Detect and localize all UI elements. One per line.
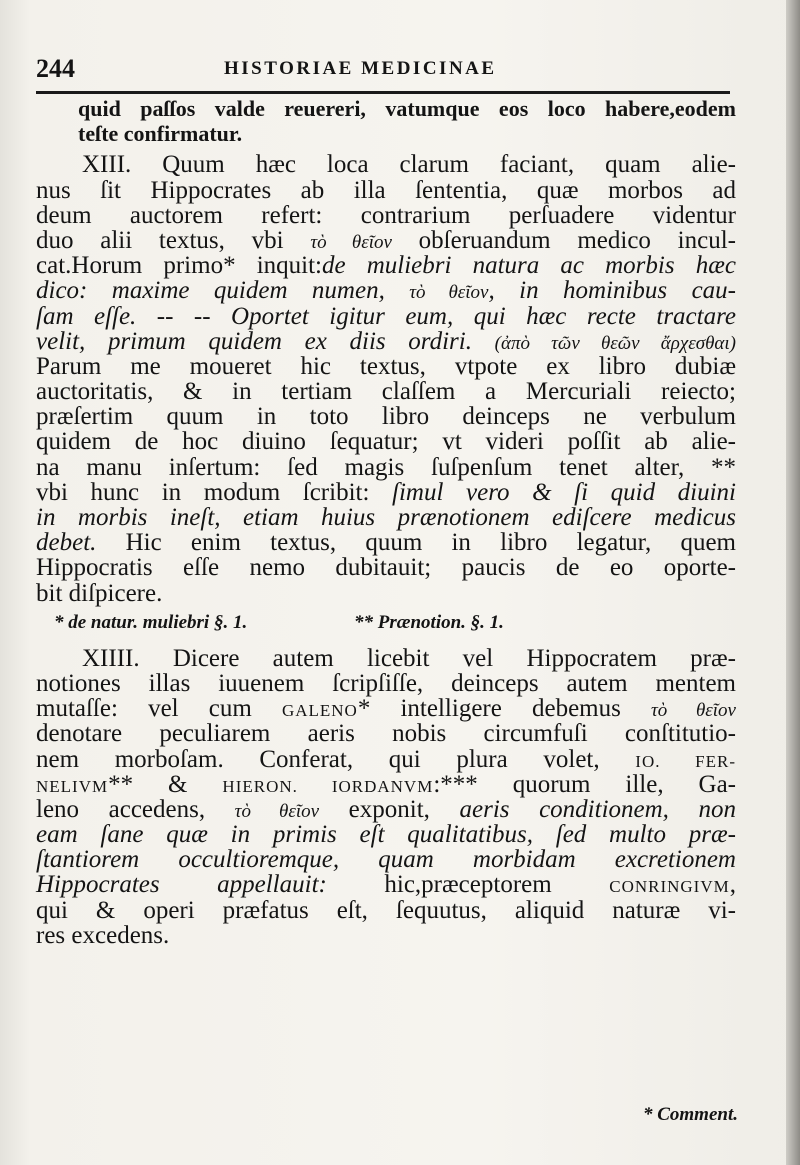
text-line: debet. Hic enim textus, quum in libro legatur, quem	[36, 529, 736, 557]
text-line: auctoritatis, & in tertiam claſſem a Mercuriali reiecto;	[36, 378, 736, 406]
catchword: * Comment.	[642, 1104, 738, 1125]
text-line: ſtantiorem occultioremque, quam morbidam excretionem	[36, 846, 736, 874]
header-rule	[36, 91, 730, 94]
main-text	[36, 96, 736, 948]
text-line: eam ſane quæ in primis eſt qualitatibus, ſed multo præ-	[36, 821, 736, 849]
text-line: dico: maxime quidem numen, τὸ θεῖον, in hominibus cau-	[36, 277, 736, 305]
text-line: notiones illas iuuenem ſcripſiſſe, deinceps autem mentem	[36, 669, 736, 697]
text-line: Parum me moueret hic textus, vtpote ex libro dubiæ	[36, 352, 736, 380]
text-line: quidem de hoc diuino ſequatur; vt videri poſſit ab alie-	[36, 428, 736, 456]
paragraph-xiiii	[36, 646, 736, 948]
running-head: HISTORIAE MEDICINAE	[224, 58, 497, 79]
text-line: qui & operi præfatus eſt, ſequutus, aliquid naturæ vi-	[36, 896, 736, 924]
text-line: res excedens.	[36, 921, 170, 949]
text-line: leno accedens, τὸ θεῖον exponit, aeris conditionem, non	[36, 795, 736, 823]
text-line: XIII. Quum hæc loca clarum faciant, quam alie-	[82, 151, 736, 179]
footnotes	[36, 606, 736, 640]
text-line: ſam eſſe. -- -- Oportet igitur eum, qui hæc recte tractare	[36, 302, 736, 330]
text-line: cat.Horum primo* inquit:de muliebri natura ac morbis hæc	[36, 252, 736, 280]
text-line: na manu inſertum: ſed magis ſuſpenſum tenet alter, **	[36, 453, 736, 481]
page-header	[36, 46, 726, 86]
text-line: denotare peculiarem aeris nobis circumfuſi conſtitutio-	[36, 720, 736, 748]
text-line: teſte confirmatur.	[78, 121, 243, 147]
page-number: 244	[36, 54, 75, 83]
footnote-1: * de natur. muliebri §. 1.	[54, 611, 248, 633]
text-line: deum auctorem refert: contrarium perſuadere videntur	[36, 201, 736, 229]
text-line: mutaſſe: vel cum GALENO* intelligere debemus τὸ θεῖον	[36, 695, 736, 723]
footnote-2: ** Prænotion. §. 1.	[354, 611, 504, 633]
text-line: Hippocrates appellauit: hic,præceptorem CONRINGIVM,	[36, 871, 736, 899]
text-line: vbi hunc in modum ſcribit: ſimul vero & ſi quid diuini	[36, 478, 736, 506]
text-line: præſertim quum in toto libro deinceps ne verbulum	[36, 403, 736, 431]
text-line: nus ſit Hippocrates ab illa ſententia, quæ morbos ad	[36, 176, 736, 204]
text-line: bit diſpicere.	[36, 579, 163, 607]
text-line: NELIVM** & HIERON. IORDANVM:*** quorum ille, Ga-	[36, 770, 736, 798]
text-line: Hippocratis eſſe nemo dubitauit; paucis de eo oporte-	[36, 554, 736, 582]
page-gutter-shadow	[786, 0, 800, 1165]
text-line: quid paſſos valde reuereri, vatumque eos loco habere,eodem	[78, 96, 736, 121]
text-line: in morbis ineſt, etiam huius prænotionem ediſcere medicus	[36, 504, 736, 531]
text-line: velit, primum quidem ex diis ordiri. (ἀπὸ τῶν θεῶν ἄρχεσθαι)	[36, 327, 736, 355]
paragraph-xiii	[36, 152, 736, 605]
text-line: nem morboſam. Conferat, qui plura volet, IO. FER-	[36, 745, 736, 773]
paragraph-continuation	[36, 96, 736, 146]
text-line: duo alii textus, vbi τὸ θεῖον obſeruandum medico incul-	[36, 226, 736, 254]
text-line: XIIII. Dicere autem licebit vel Hippocratem præ-	[82, 644, 736, 672]
